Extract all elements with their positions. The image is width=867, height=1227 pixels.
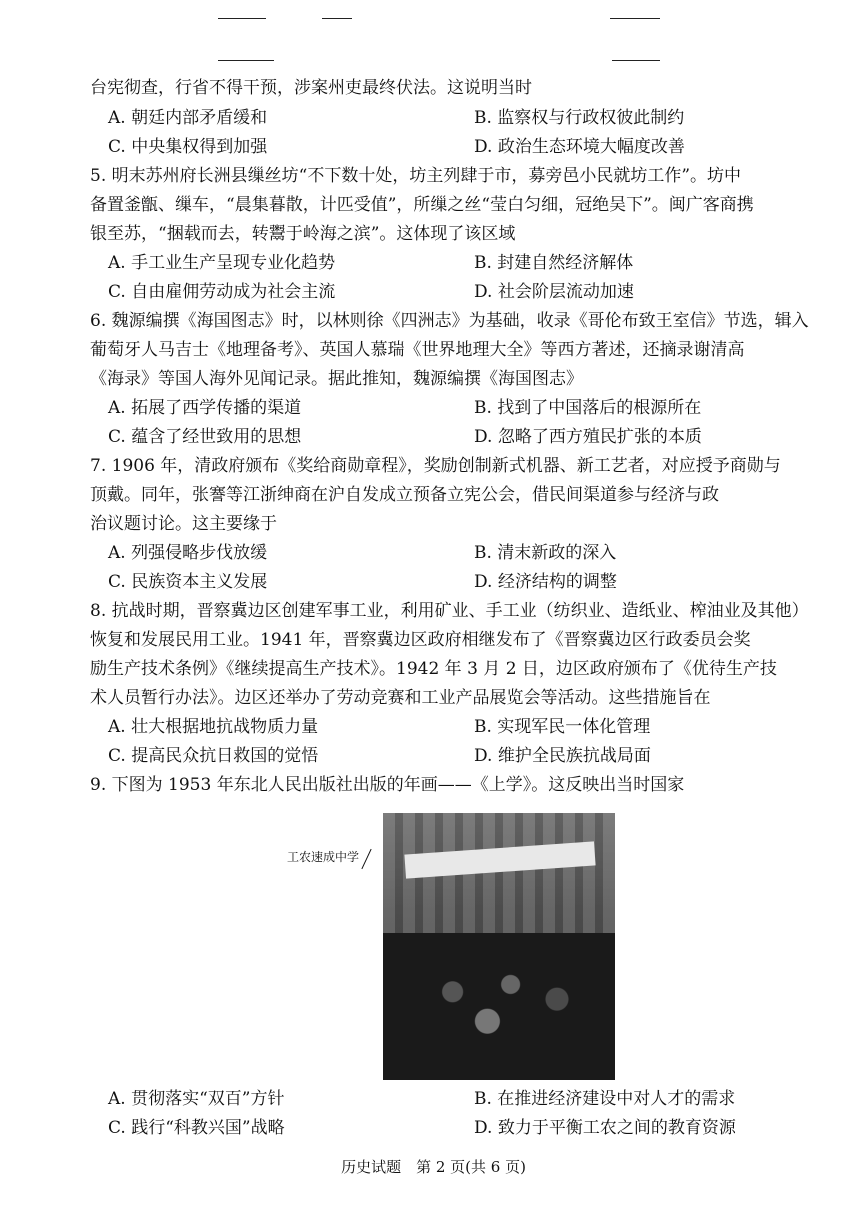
option-d: D. 社会阶层流动加速 — [474, 282, 634, 302]
option-a: A. 朝廷内部矛盾缓和 — [108, 108, 268, 128]
option-c: C. 提高民众抗日救国的觉悟 — [108, 746, 319, 766]
option-a: A. 手工业生产呈现专业化趋势 — [108, 253, 336, 273]
option-b: B. 封建自然经济解体 — [474, 253, 634, 273]
question-text-line: 葡萄牙人马吉士《地理备考》、英国人慕瑞《世界地理大全》等西方著述，还摘录谢清高 — [90, 340, 745, 360]
option-a: A. 列强侵略步伐放缓 — [108, 543, 268, 563]
figure-label: 工农速成中学 — [287, 850, 360, 864]
question-text-line: 银至苏，“捆载而去，转鬻于岭海之滨”。这体现了该区域 — [90, 224, 516, 244]
option-b: B. 清末新政的深入 — [474, 543, 617, 563]
option-b: B. 在推进经济建设中对人才的需求 — [474, 1089, 736, 1109]
question-text-line: 顶戴。同年，张謇等江浙绅商在沪自发成立预备立宪公会，借民间渠道参与经济与政 — [90, 485, 719, 505]
option-c: C. 蕴含了经世致用的思想 — [108, 427, 302, 447]
option-d: D. 维护全民族抗战局面 — [474, 746, 651, 766]
question-6-stem: 6. 魏源编撰《海国图志》时，以林则徐《四洲志》为基础，收录《哥伦布致王室信》节选，辑入 — [90, 311, 809, 331]
question-text-line: 台宪彻查，行省不得干预，涉案州吏最终伏法。这说明当时 — [90, 78, 532, 98]
scan-mark — [322, 18, 352, 19]
option-d: D. 忽略了西方殖民扩张的本质 — [474, 427, 702, 447]
question-text-line: 恢复和发展民用工业。1941 年，晋察冀边区政府相继发布了《晋察冀边区行政委员会奖 — [90, 630, 751, 650]
option-b: B. 实现军民一体化管理 — [474, 717, 651, 737]
crowd-of-students — [383, 933, 615, 1080]
question-text-line: 术人员暂行办法》。边区还举办了劳动竞赛和工业产品展览会等活动。这些措施旨在 — [90, 688, 711, 708]
option-d: D. 政治生态环境大幅度改善 — [474, 137, 685, 157]
option-d: D. 致力于平衡工农之间的教育资源 — [474, 1118, 736, 1138]
new-year-picture-photo — [383, 813, 615, 1080]
option-c: C. 自由雇佣劳动成为社会主流 — [108, 282, 336, 302]
question-text-line: 治议题讨论。这主要缘于 — [90, 514, 277, 534]
option-c: C. 中央集权得到加强 — [108, 137, 268, 157]
question-9-stem: 9. 下图为 1953 年东北人民出版社出版的年画——《上学》。这反映出当时国家 — [90, 775, 685, 795]
scan-mark — [218, 60, 274, 61]
page-footer: 历史试题 第 2 页(共 6 页) — [341, 1158, 526, 1176]
question-text-line: 备置釜甑、缫车，“晨集暮散，计匹受值”，所缫之丝“莹白匀细，冠绝吴下”。闽广客商携 — [90, 195, 754, 215]
option-d: D. 经济结构的调整 — [474, 572, 617, 592]
option-a: A. 贯彻落实“双百”方针 — [108, 1089, 285, 1109]
option-c: C. 践行“科教兴国”战略 — [108, 1118, 285, 1138]
option-b: B. 找到了中国落后的根源所在 — [474, 398, 702, 418]
figure-label-pointer — [361, 849, 371, 869]
option-b: B. 监察权与行政权彼此制约 — [474, 108, 685, 128]
question-5-stem: 5. 明末苏州府长洲县缫丝坊“不下数十处，坊主列肆于市，募旁邑小民就坊工作”。坊中 — [90, 166, 742, 186]
question-text-line: 励生产技术条例》《继续提高生产技术》。1942 年 3 月 2 日，边区政府颁布了《优待生产技 — [90, 659, 777, 679]
question-8-stem: 8. 抗战时期，晋察冀边区创建军事工业，利用矿业、手工业（纺织业、造纸业、榨油业及其他） — [90, 601, 809, 621]
question-text-line: 《海录》等国人海外见闻记录。据此推知，魏源编撰《海国图志》 — [90, 369, 583, 389]
option-a: A. 壮大根据地抗战物质力量 — [108, 717, 319, 737]
option-c: C. 民族资本主义发展 — [108, 572, 268, 592]
scan-mark — [218, 18, 266, 19]
scan-mark — [612, 60, 660, 61]
option-a: A. 拓展了西学传播的渠道 — [108, 398, 302, 418]
question-7-stem: 7. 1906 年，清政府颁布《奖给商勋章程》，奖励创制新式机器、新工艺者，对应授予商勋与 — [90, 456, 781, 476]
scan-mark — [610, 18, 660, 19]
